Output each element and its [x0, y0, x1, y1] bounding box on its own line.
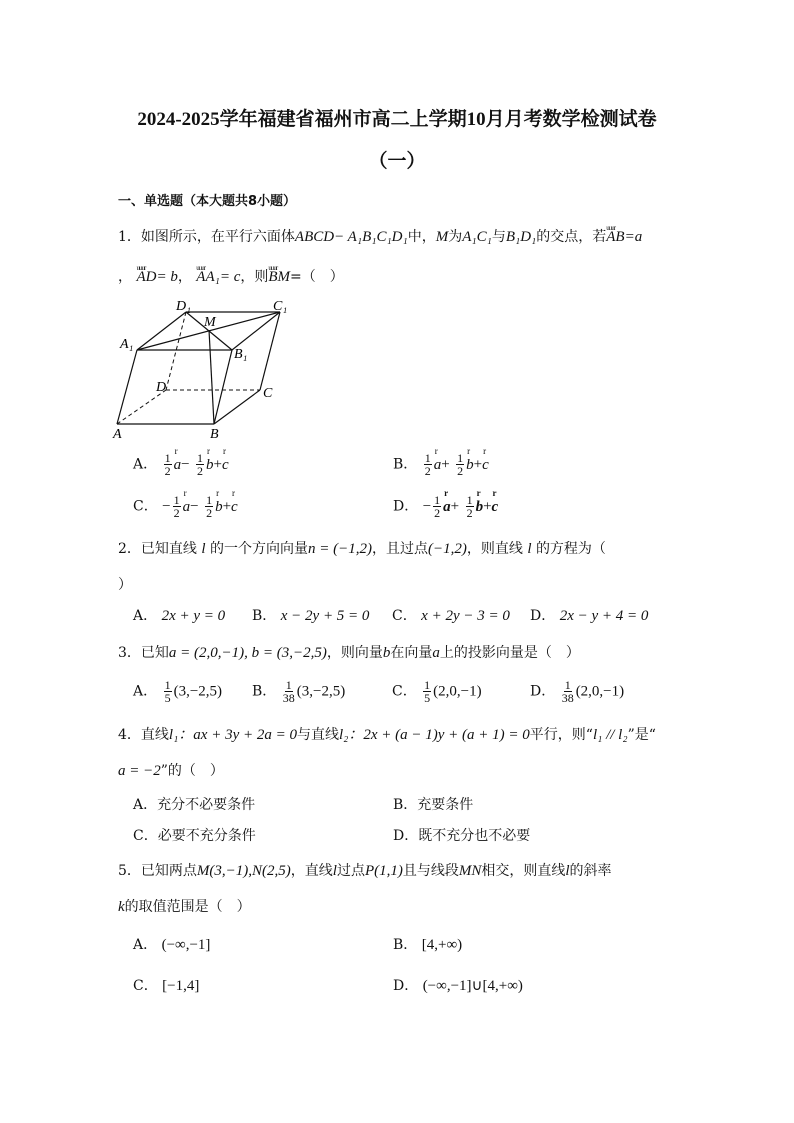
- var: r b: [466, 457, 474, 473]
- q1-eq-a: =a: [624, 229, 643, 245]
- q1-text: 1．如图所示，在平行六面体: [118, 229, 295, 245]
- option-value: (−∞,−1]∪[4,+∞): [422, 978, 523, 994]
- q2-text: 2．已知直线: [118, 541, 197, 557]
- q1-comma: ，: [118, 269, 132, 285]
- q2-option-b[interactable]: [252, 605, 369, 625]
- q5-text7: 的取值范围是（ ）: [124, 899, 251, 915]
- q5-text6: 的斜率: [569, 863, 612, 879]
- option-label: B．: [252, 608, 277, 624]
- edge-c1c: [260, 312, 280, 390]
- q4-text4: ”是“: [627, 727, 656, 743]
- option-label: A．: [133, 683, 158, 700]
- frac-den: 5: [424, 691, 431, 705]
- q1-text-c: 为: [448, 229, 463, 245]
- frac: $\frac{1}{2}$: [466, 493, 473, 520]
- frac: $\frac{1}{2}$: [173, 493, 180, 520]
- edge-c1b1: [232, 312, 280, 350]
- option-value: 2x − y + 4 = 0: [559, 608, 649, 624]
- q4-option-c[interactable]: C．必要不充分条件: [133, 828, 256, 844]
- q1-text-b: 中，: [407, 229, 436, 245]
- var: r c: [231, 499, 238, 515]
- option-label: A．: [133, 608, 158, 624]
- q1-then: ，则: [240, 269, 269, 285]
- q2-option-c[interactable]: [392, 605, 510, 625]
- q4-text2: 与直线: [297, 727, 339, 743]
- option-value: (2,0,−1): [433, 683, 482, 700]
- q4-line-l2: l₂：2x + (a − 1)y + (a + 1) = 0: [339, 727, 530, 743]
- q2-point: (−1,2): [427, 541, 467, 557]
- q1-vec-aa: uuur AA₁: [196, 266, 220, 288]
- option-label: A．: [133, 937, 158, 953]
- q1-text-e: 的交点，若: [536, 229, 607, 245]
- frac-num: 1: [564, 678, 571, 692]
- option-value: (3,−2,5): [296, 683, 346, 700]
- q4-condition: a = −2: [118, 763, 161, 779]
- option-label: B．: [393, 937, 418, 953]
- label-a: A: [113, 427, 122, 442]
- frac: $\frac{1}{2}$: [457, 451, 464, 478]
- q3-option-b[interactable]: [252, 679, 345, 704]
- option-label: A．: [133, 456, 158, 473]
- option-value: (2,0,−1): [575, 683, 625, 700]
- label-c1: C₁: [273, 299, 288, 314]
- q3-option-a[interactable]: [133, 679, 222, 704]
- q3-vectors: a = (2,0,−1), b = (3,−2,5): [168, 645, 327, 661]
- q2-vector-n: n = (−1,2): [308, 541, 372, 557]
- q1-option-c[interactable]: C． − $\frac{1}{2}$ r a− $\frac{1}{2}$ r b+r c: [133, 494, 238, 519]
- question-1-line2: ， uuur AD= b， uuur AA₁= c，则uuur BM=（ ）: [118, 266, 344, 288]
- doc-title: 2024-2025学年福建省福州市高二上学期10月月考数学检测试卷: [137, 109, 657, 130]
- q1-vec-ab: uuur AB: [606, 226, 624, 248]
- q3-text: 3．已知: [118, 645, 169, 661]
- q1-paren: =（ ）: [290, 269, 344, 285]
- option-value: 2x + y = 0: [161, 608, 226, 624]
- q5-text: 5．已知两点: [118, 863, 197, 879]
- q5-text5: 相交，则直线: [481, 863, 566, 879]
- frac: $\frac{1}{2}$: [197, 451, 203, 478]
- option-label: D．: [393, 498, 419, 515]
- label-m: M: [204, 315, 216, 330]
- q1-option-a[interactable]: A． $\frac{1}{2}$ r a− $\frac{1}{2}$ r b+r c: [133, 452, 229, 477]
- option-label: C．: [392, 683, 417, 700]
- option-value: x + 2y − 3 = 0: [421, 608, 510, 624]
- q1-text-d: 与: [491, 229, 506, 245]
- q2-option-a[interactable]: [133, 605, 225, 625]
- label-c: C: [263, 386, 273, 401]
- edge-a1d1: [137, 312, 186, 350]
- q4-option-a[interactable]: A．充分不必要条件: [133, 797, 256, 813]
- q1-vec-ad: uuur AD: [136, 266, 156, 288]
- option-value: [−1,4]: [162, 978, 200, 994]
- var: r c: [222, 457, 229, 473]
- q1-shape: ABCD− A₁B₁C₁D₁: [294, 229, 408, 245]
- var: r a: [174, 457, 182, 473]
- var: r c: [492, 499, 499, 515]
- q1-ac: A₁C₁: [462, 229, 492, 245]
- frac: [283, 679, 295, 704]
- q5-l: l: [332, 863, 337, 879]
- option-label: B．: [252, 683, 277, 700]
- option-label: C．: [392, 608, 417, 624]
- label-d: D: [156, 380, 167, 395]
- section-heading: 一、单选题（本大题共8小题）: [118, 194, 297, 209]
- q5-points: M(3,−1),N(2,5): [196, 863, 291, 879]
- var: r a: [434, 457, 442, 473]
- q4-line-l1: l₁：ax + 3y + 2a = 0: [168, 727, 297, 743]
- q2-l: l: [201, 541, 206, 557]
- question-2: [118, 538, 606, 560]
- q2-close-paren: ）: [118, 577, 132, 593]
- q5-text4: 且与线段: [402, 863, 459, 879]
- q1-m: M: [435, 229, 449, 245]
- frac-num: 1: [424, 678, 431, 692]
- frac-den: 5: [164, 691, 171, 705]
- q4-parallel: l₁ // l₂: [592, 727, 628, 743]
- frac-den: 38: [561, 691, 574, 705]
- q3-text2: ，则向量: [326, 645, 383, 661]
- edge-a1a: [117, 350, 137, 424]
- question-5: [118, 860, 612, 882]
- q5-option-a[interactable]: [133, 934, 210, 954]
- q3-option-d[interactable]: [530, 679, 624, 704]
- q5-text2: ，直线: [290, 863, 333, 879]
- q3-option-c[interactable]: [392, 679, 482, 704]
- var: r a: [183, 499, 191, 515]
- label-b: B: [210, 427, 219, 442]
- q5-l-2: l: [565, 863, 570, 879]
- frac: [164, 679, 172, 704]
- q1-vec-bm: uuur BM: [268, 266, 290, 288]
- q5-text3: 过点: [336, 863, 365, 879]
- question-4: [118, 724, 656, 746]
- label-a1: A₁: [120, 337, 134, 352]
- q5-option-b[interactable]: [393, 934, 462, 954]
- q2-text5: 的方程为（: [535, 541, 606, 557]
- frac: $\frac{1}{2}$: [164, 451, 171, 478]
- q2-text3: ，且过点: [371, 541, 428, 557]
- var: r a: [443, 499, 451, 515]
- frac-den: 38: [282, 691, 295, 705]
- q4-text5: ”的（ ）: [160, 763, 224, 779]
- var: r b: [206, 457, 214, 473]
- q2-text4: ，则直线: [466, 541, 523, 557]
- option-value: (−∞,−1]: [161, 937, 211, 953]
- q3-a: a: [432, 645, 440, 661]
- label-d1: D₁: [176, 299, 191, 314]
- frac: [562, 679, 574, 704]
- q1-option-b[interactable]: B． $\frac{1}{2}$ r a+ $\frac{1}{2}$ r b+r c: [393, 452, 489, 477]
- frac-num: 1: [164, 678, 171, 692]
- question-4-line2: [118, 760, 224, 782]
- q4-text: 4．直线: [118, 727, 169, 743]
- q4-text3: 平行，则“: [529, 727, 593, 743]
- option-label: D．: [530, 683, 556, 700]
- option-value: x − 2y + 5 = 0: [280, 608, 370, 624]
- q4-option-d[interactable]: D．既不充分也不必要: [393, 828, 531, 844]
- q5-option-d[interactable]: [393, 975, 523, 995]
- q5-point-p: P(1,1): [364, 863, 403, 879]
- q2-text2: 的一个方向向量: [210, 541, 308, 557]
- frac: $\frac{1}{2}$: [424, 451, 431, 478]
- q3-b: b: [382, 645, 391, 661]
- q1-bd: B₁D₁: [505, 229, 537, 245]
- frac: [423, 679, 431, 704]
- q1-option-d[interactable]: D． − $\frac{1}{2}$ r a+ $\frac{1}{2}$ r b+r c: [393, 494, 498, 519]
- label-b1: B₁: [234, 347, 248, 362]
- option-label: C．: [133, 498, 158, 515]
- q5-option-c[interactable]: [133, 975, 199, 995]
- option-value: (3,−2,5): [173, 683, 223, 700]
- option-value: [4,+∞): [421, 937, 463, 953]
- edge-d1d-hidden: [166, 312, 186, 390]
- var: r b: [215, 499, 223, 515]
- q2-option-d[interactable]: [530, 605, 648, 625]
- option-label: D．: [393, 978, 419, 994]
- var: r c: [482, 457, 489, 473]
- question-3: [118, 642, 580, 664]
- segment-mb: [209, 330, 214, 424]
- q2-l-2: l: [527, 541, 532, 557]
- frac: $\frac{1}{2}$: [434, 493, 441, 520]
- q1-eq-c: = c: [219, 269, 241, 285]
- question-5-line2: [118, 896, 251, 918]
- q3-text3: 在向量: [390, 645, 433, 661]
- q3-text4: 上的投影向量是（ ）: [439, 645, 580, 661]
- question-1: [118, 226, 642, 248]
- option-label: B．: [393, 456, 418, 473]
- q5-k: k: [118, 899, 125, 915]
- var: r b: [476, 499, 484, 515]
- parallelepiped-figure: [110, 298, 300, 443]
- doc-title-part: （一）: [368, 151, 426, 172]
- q1-eq-b: = b: [156, 269, 178, 285]
- q4-option-b[interactable]: B．充要条件: [393, 797, 474, 813]
- q5-segment: MN: [458, 863, 482, 879]
- option-label: D．: [530, 608, 556, 624]
- frac: $\frac{1}{2}$: [206, 493, 213, 520]
- option-label: C．: [133, 978, 158, 994]
- frac-num: 1: [285, 678, 292, 692]
